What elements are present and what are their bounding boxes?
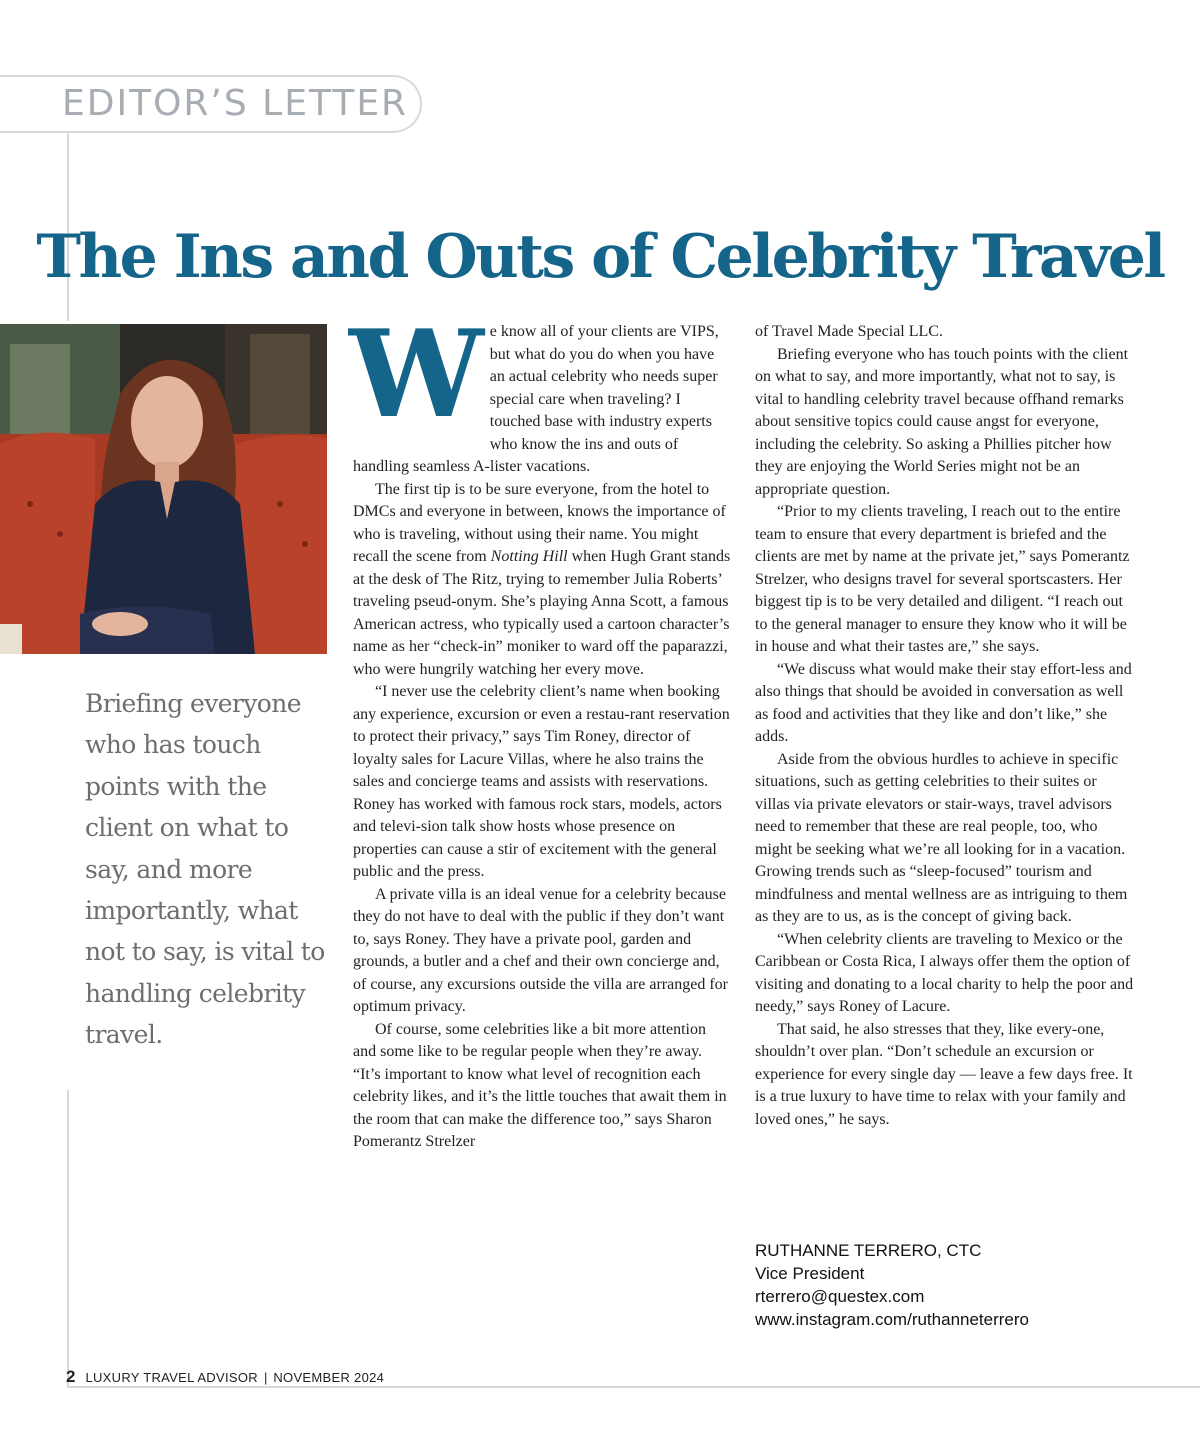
headline: The Ins and Outs of Celebrity Travel [36, 222, 1164, 292]
paragraph: “We discuss what would make their stay effort-less and also things that should be avoided in conversation as well as food and activities that they like and don’t like,” she adds. [755, 660, 1132, 745]
paragraph: That said, he also stresses that they, like every-one, shouldn’t over plan. “Don’t schedule an excursion or experience for every single day — leave a few days free. It is a true luxury to have time to relax with your family and loved ones,” he says. [755, 1020, 1133, 1128]
paragraph: of Travel Made Special LLC. [755, 323, 943, 340]
paragraph: Of course, some celebrities like a bit more attention and some like to be regular people when they’re away. “It’s important to know what level of recognition each celebrity likes, and it’s the little touches that await them in the room that can make the difference too,” says Sharon Pomerantz Strelzer [353, 1020, 727, 1150]
author-title: Vice President [755, 1264, 865, 1283]
frame-rule-bottom [67, 1090, 69, 1388]
footer-separator: | [263, 1370, 268, 1385]
signature-block [755, 1239, 1029, 1331]
author-name: RUTHANNE TERRERO, CTC [755, 1241, 982, 1260]
author-email: rterrero@questex.com [755, 1287, 925, 1306]
author-photo [0, 324, 327, 654]
paragraph: “Prior to my clients traveling, I reach out to the entire team to ensure that every department is briefed and the clients are met by name at the private jet,” says Pomerantz Strelzer, who designs travel for several sportscasters. Her biggest tip is to be very detailed and diligent. “I reach out to the general manager to ensure they know who it will be in house and what their tastes are,” she says. [755, 503, 1130, 655]
pull-quote: Briefing everyone who has touch points with the client on what to say, and more importantly, what not to say, is vital to handling celebrity travel. [85, 689, 325, 1050]
issue-date: NOVEMBER 2024 [273, 1370, 385, 1385]
paragraph: Aside from the obvious hurdles to achieve in specific situations, such as getting celebrities to their suites or villas via private elevators or stair-ways, travel advisors need to remember that these are real people, too, who might be seeking what we’re all looking for in a vacation. Growing trends such as “sleep-focused” tourism and mindfulness and mental wellness are as intriguing to them as they are to us, as is the concept of giving back. [755, 750, 1128, 925]
author-instagram: www.instagram.com/ruthanneterrero [755, 1310, 1030, 1329]
paragraph: e know all of your clients are VIPS, but what do you do when you have an actual celebrity who needs super special care when traveling? I touched base with industry experts who know the ins and outs of handling seamless A-lister vacations. [353, 323, 719, 475]
page-number: 2 [66, 1367, 76, 1386]
paragraph: “I never use the celebrity client’s name when booking any experience, excursion or even a restau-rant reservation to protect their privacy,” says Tim Roney, director of loyalty sales for Lacure Villas, where he also trains the sales and concierge teams and assists with reservations. Roney has worked with famous rock stars, models, actors and televi-sion talk show hosts whose presence on properties can cause a stir of excitement with the general public and the press. [353, 683, 730, 880]
drop-cap: W [349, 304, 476, 445]
publication-name: LUXURY TRAVEL ADVISOR [85, 1370, 258, 1385]
film-title: Notting Hill [490, 548, 568, 565]
paragraph: Briefing everyone who has touch points with the client on what to say, and more importantly, what not to say, is vital to handling celebrity travel because offhand remarks about sensitive topics could cause angst for everyone, including the celebrity. So asking a Phillies pitcher how they are enjoying the World Series might not be an appropriate question. [755, 345, 1129, 498]
paragraph: The first tip is to be sure everyone, from the hotel to DMCs and everyone in between, knows the importance of who is traveling, without using their name. You might recall the scene from Notting Hill when Hugh Grant stands at the desk of The Ritz, trying to remember Julia Roberts’ traveling pseud-onym. She’s playing Anna Scott, a famous American actress, who typically used a cartoon character’s name as her “check-in” moniker to ward off the paparazzi, who were hungrily watching her every move. [353, 480, 731, 678]
section-label: EDITOR’S LETTER [62, 83, 409, 124]
paragraph: A private villa is an ideal venue for a celebrity because they do not have to deal with the public if they don’t want to, says Roney. They have a private pool, garden and grounds, a butler and a chef and their own concierge and, of course, any excursions outside the villa are arranged for optimum privacy. [353, 885, 728, 1015]
page-footer [66, 1367, 384, 1389]
article-column-2 [755, 321, 1135, 1131]
article-column-1 [349, 304, 731, 1154]
paragraph: “When celebrity clients are traveling to Mexico or the Caribbean or Costa Rica, I always offer them the option of visiting and donating to a local charity to help the poor and needy,” says Roney of Lacure. [755, 930, 1134, 1015]
